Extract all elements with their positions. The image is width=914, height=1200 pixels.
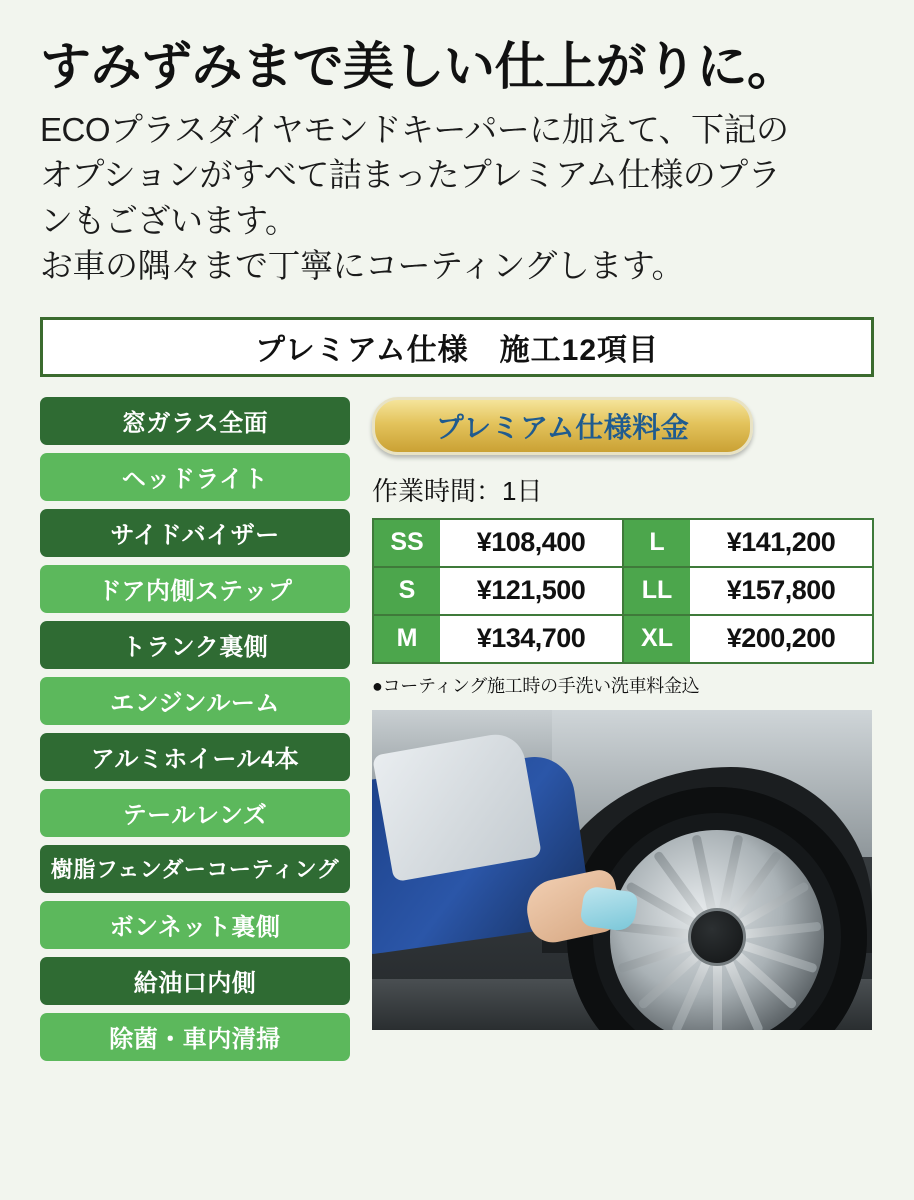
table-row bbox=[624, 616, 874, 664]
price-badge-label: プレミアム仕様料金 bbox=[435, 411, 690, 443]
table-row bbox=[624, 568, 874, 616]
wheel-coating-photo bbox=[372, 710, 872, 1030]
service-item-label: ボンネット裏側 bbox=[109, 914, 281, 942]
list-item bbox=[40, 453, 350, 501]
service-items-list bbox=[40, 397, 350, 1061]
page-title: すみずみまで美しい仕上がりに。 bbox=[40, 38, 798, 95]
pricing-column bbox=[372, 397, 874, 1061]
price-value: ¥200,200 bbox=[726, 623, 836, 654]
size-tag: LL bbox=[624, 568, 690, 614]
service-item-label: エンジンルーム bbox=[110, 690, 280, 718]
work-time-text: 作業時間：1日 bbox=[372, 475, 543, 506]
size-tag: S bbox=[374, 568, 440, 614]
service-item-label: アルミホイール4本 bbox=[90, 746, 300, 774]
price-badge bbox=[372, 397, 753, 455]
section-title-box bbox=[40, 317, 874, 377]
service-item-label: ドア内側ステップ bbox=[97, 578, 293, 606]
table-row bbox=[624, 520, 874, 568]
price-table bbox=[372, 518, 874, 664]
list-item bbox=[40, 733, 350, 781]
lead-paragraph bbox=[40, 107, 874, 289]
list-item bbox=[40, 677, 350, 725]
table-row bbox=[374, 568, 624, 616]
size-tag: XL bbox=[624, 616, 690, 662]
list-item bbox=[40, 565, 350, 613]
lead-line-2: オプションがすべて詰まったプレミアム仕様のプラ bbox=[40, 156, 781, 194]
price-value: ¥108,400 bbox=[476, 527, 586, 558]
table-row bbox=[374, 616, 624, 664]
service-item-label: ヘッドライト bbox=[121, 466, 269, 494]
cleaning-cloth bbox=[579, 885, 638, 932]
list-item bbox=[40, 789, 350, 837]
size-tag: SS bbox=[374, 520, 440, 566]
list-item bbox=[40, 1013, 350, 1061]
service-item-label: トランク裏側 bbox=[121, 634, 269, 662]
content-area bbox=[40, 397, 874, 1061]
lead-line-3: ンもございます。 bbox=[40, 201, 298, 239]
lead-line-4: お車の隅々まで丁寧にコーティングします。 bbox=[40, 247, 685, 285]
list-item bbox=[40, 845, 350, 893]
list-item bbox=[40, 397, 350, 445]
service-item-label: 給油口内側 bbox=[133, 970, 257, 998]
service-item-label: サイドバイザー bbox=[110, 522, 280, 550]
service-item-label: 樹脂フェンダーコーティング bbox=[50, 857, 340, 883]
wheel-hub bbox=[688, 908, 746, 966]
size-tag: M bbox=[374, 616, 440, 662]
price-value: ¥121,500 bbox=[476, 575, 586, 606]
table-row bbox=[374, 520, 624, 568]
size-tag: L bbox=[624, 520, 690, 566]
section-title: プレミアム仕様 施工12項目 bbox=[254, 333, 660, 367]
staff-sleeve bbox=[372, 730, 542, 882]
price-note: ●コーティング施工時の手洗い洗車料金込 bbox=[372, 675, 700, 696]
price-value: ¥134,700 bbox=[476, 623, 586, 654]
service-item-label: 窓ガラス全面 bbox=[121, 410, 269, 438]
service-item-label: 除菌・車内清掃 bbox=[109, 1026, 281, 1054]
price-value: ¥157,800 bbox=[726, 575, 836, 606]
price-value: ¥141,200 bbox=[726, 527, 836, 558]
list-item bbox=[40, 901, 350, 949]
lead-line-1: ECOプラスダイヤモンドキーパーに加えて、下記の bbox=[40, 110, 789, 148]
alloy-wheel-rim bbox=[610, 830, 824, 1030]
list-item bbox=[40, 957, 350, 1005]
list-item bbox=[40, 509, 350, 557]
list-item bbox=[40, 621, 350, 669]
service-item-label: テールレンズ bbox=[122, 802, 268, 830]
